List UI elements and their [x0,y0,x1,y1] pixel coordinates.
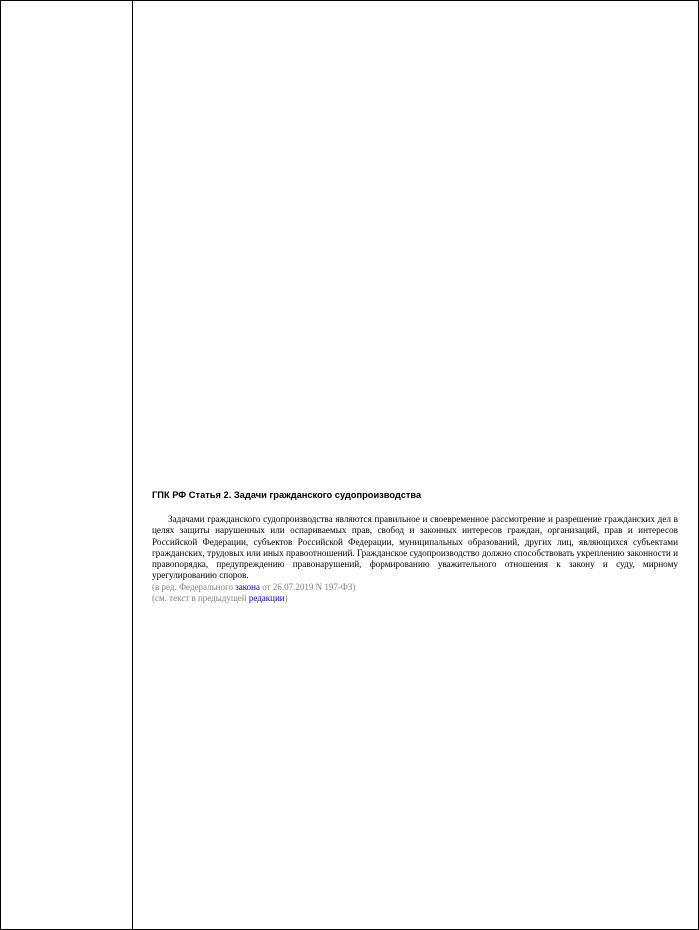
previous-edition-suffix: ) [284,592,288,603]
amendment-note [152,582,678,593]
article-content [152,489,678,604]
law-link[interactable]: закона [235,581,260,592]
left-column-divider [132,0,133,930]
article-body: Задачами гражданского судопроизводства являются правильное и своевременное рассмотрение и разрешение гражданских дел в целях защиты нарушенных или оспариваемых прав, свобод и законных интересов граждан, организаций, прав и интересов Российской Федерации, субъектов Российской Федерации, муниципальных образований, других лиц, являющихся субъектами гражданских, трудовых или иных правоотношений. Гражданское судопроизводство должно способствовать укреплению законности и правопорядка, предупреждению правонарушений, формированию уважительного отношения к закону и суду, мирному урегулированию споров. [152,514,679,581]
previous-edition-note [152,593,678,604]
article-title: ГПК РФ Статья 2. Задачи гражданского судопроизводства [152,490,422,500]
previous-edition-link[interactable]: редакции [248,592,285,603]
amendment-note-suffix: от 26.07.2019 N 197-ФЗ) [260,581,356,592]
previous-edition-prefix: (см. текст в предыдущей [152,592,249,603]
amendment-note-prefix: (в ред. Федерального [152,581,236,592]
